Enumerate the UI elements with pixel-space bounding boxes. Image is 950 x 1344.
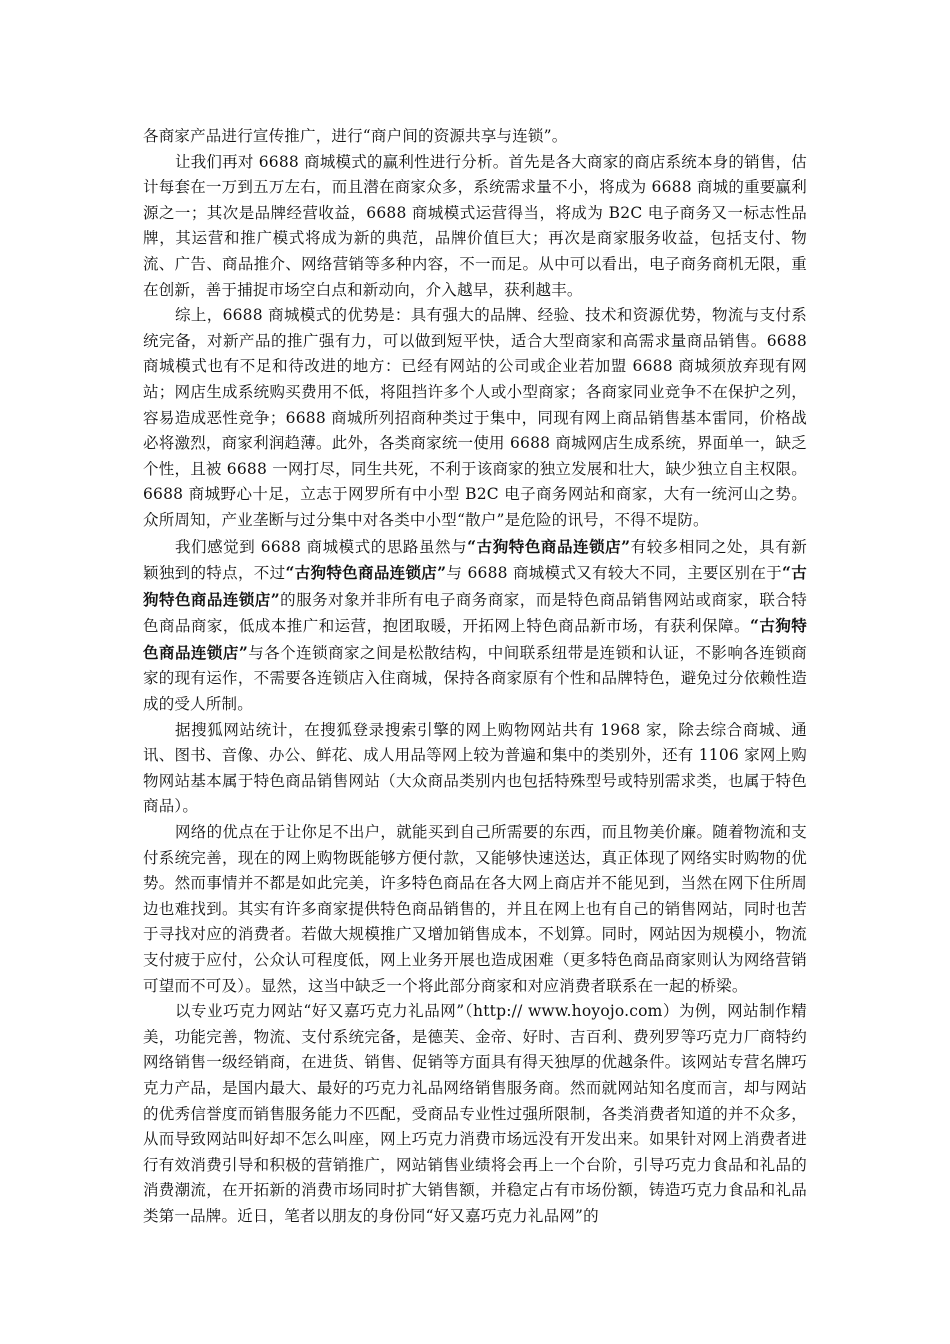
paragraph-4: [143, 534, 807, 718]
paragraph-3: 综上，6688 商城模式的优势是：具有强大的品牌、经验、技术和资源优势，物流与支付系统完备，对新产品的推广强有力，可以做到短平快，适合大型商家和高需求量商品销售。6688 商城模式也有不足和待改进的地方：已经有网站的公司或企业若加盟 6688 商城须放弃现有网站；网店生成系统购买费用不低，将阻挡许多个人或小型商家；各商家同业竞争不在保护之列，容易造成恶性竞争；6688 商城所列招商种类过于集中，同现有网上商品销售基本雷同，价格战必将激烈，商家利润趋薄。此外，各类商家统一使用 6688 商城网店生成系统，界面单一，缺乏个性，且被 6688 一网打尽，同生共死，不利于该商家的独立发展和壮大，缺少独立自主权限。6688 商城野心十足，立志于网罗所有中小型 B2C 电子商务网站和商家，大有一统河山之势。众所周知，产业垄断与过分集中对各类中小型“散户”是危险的讯号，不得不堤防。: [143, 306, 807, 529]
paragraph-5: 据搜狐网站统计，在搜狐登录搜索引擎的网上购物网站共有 1968 家，除去综合商城、通讯、图书、音像、办公、鲜花、成人用品等网上较为普遍和集中的类别外，还有 1106 家网上购物网站基本属于特色商品销售网站（大众商品类别内也包括特殊型号或特别需求类，也属于特色商品）。: [143, 720, 807, 816]
store-name-bold-2: “古狗特色商品连锁店”: [285, 563, 447, 583]
paragraph-1: 各商家产品进行宣传推广，进行“商户间的资源共享与连锁”。: [143, 127, 568, 145]
document-body: [143, 124, 807, 1230]
store-name-bold-3: “古狗特色商品连锁店”: [143, 563, 807, 609]
paragraph-2: 让我们再对 6688 商城模式的赢利性进行分析。首先是各大商家的商店系统本身的销售，估计每套在一万到五万左右，而且潜在商家众多，系统需求量不小，将成为 6688 商城的重要赢利源之一；其次是品牌经营收益，6688 商城模式运营得当，将成为 B2C 电子商务又一标志性品牌，其运营和推广模式将成为新的典范，品牌价值巨大；再次是商家服务收益，包括支付、物流、广告、商品推介、网络营销等多种内容，不一而足。从中可以看出，电子商务商机无限，重在创新，善于捕捉市场空白点和新动向，介入越早，获利越丰。: [143, 152, 807, 299]
paragraph-4-text-2: 有较多相同之处，具有新颖独到的特点，不过: [143, 537, 807, 583]
store-name-bold-4: “古狗特色商品连锁店”: [143, 616, 808, 662]
store-name-bold-1: “古狗特色商品连锁店”: [467, 536, 631, 556]
paragraph-4-text-3: 与 6688 商城模式又有较大不同，主要区别在于: [446, 564, 783, 583]
paragraph-6: 网络的优点在于让你足不出户，就能买到自己所需要的东西，而且物美价廉。随着物流和支付系统完善，现在的网上购物既能够方便付款，又能够快速送达，真正体现了网络实时购物的优势。然而事情并不都是如此完美，许多特色商品在各大网上商店并不能见到，当然在网下住所周边也难找到。其实有许多商家提供特色商品销售的，并且在网上也有自己的销售网站，同时也苦于寻找对应的消费者。若做大规模推广又增加销售成本，不划算。同时，网站因为规模小，物流支付疲于应付，公众认可程度低，网上业务开展也造成困难（更多特色商品商家则认为网络营销可望而不可及）。显然，这当中缺乏一个将此部分商家和对应消费者联系在一起的桥梁。: [143, 823, 807, 995]
paragraph-4-text-5: 与各个连锁商家之间是松散结构，中间联系纽带是连锁和认证，不影响各连锁商家的现有运作，不需要各连锁店入住商城，保持各商家原有个性和品牌特色，避免过分依赖性造成的受人所制。: [143, 643, 807, 714]
paragraph-4-text-4: 的服务对象并非所有电子商务商家，而是特色商品销售网站或商家，联合特色商品商家，低成本推广和运营，抱团取暖，开拓网上特色商品新市场，有获利保障。: [143, 590, 808, 636]
paragraph-7: 以专业巧克力网站“好又嘉巧克力礼品网”（http:// www.hoyojo.com）为例，网站制作精美，功能完善，物流、支付系统完备，是德芙、金帝、好时、吉百利、费列罗等巧克力厂商特约网络销售一级经销商，在进货、销售、促销等方面具有得天独厚的优越条件。该网站专营名牌巧克力产品，是国内最大、最好的巧克力礼品网络销售服务商。然而就网站知名度而言，却与网站的优秀信誉度而销售服务能力不匹配，受商品专业性过强所限制，各类消费者知道的并不众多，从而导致网站叫好却不怎么叫座，网上巧克力消费市场远没有开发出来。如果针对网上消费者进行有效消费引导和积极的营销推广，网站销售业绩将会再上一个台阶，引导巧克力食品和礼品的消费潮流，在开拓新的消费市场同时扩大销售额，并稳定占有市场份额，铸造巧克力食品和礼品类第一品牌。近日，笔者以朋友的身份同“好又嘉巧克力礼品网”的: [143, 1002, 807, 1225]
paragraph-4-text-1: 我们感觉到 6688 商城模式的思路虽然与: [175, 537, 468, 556]
